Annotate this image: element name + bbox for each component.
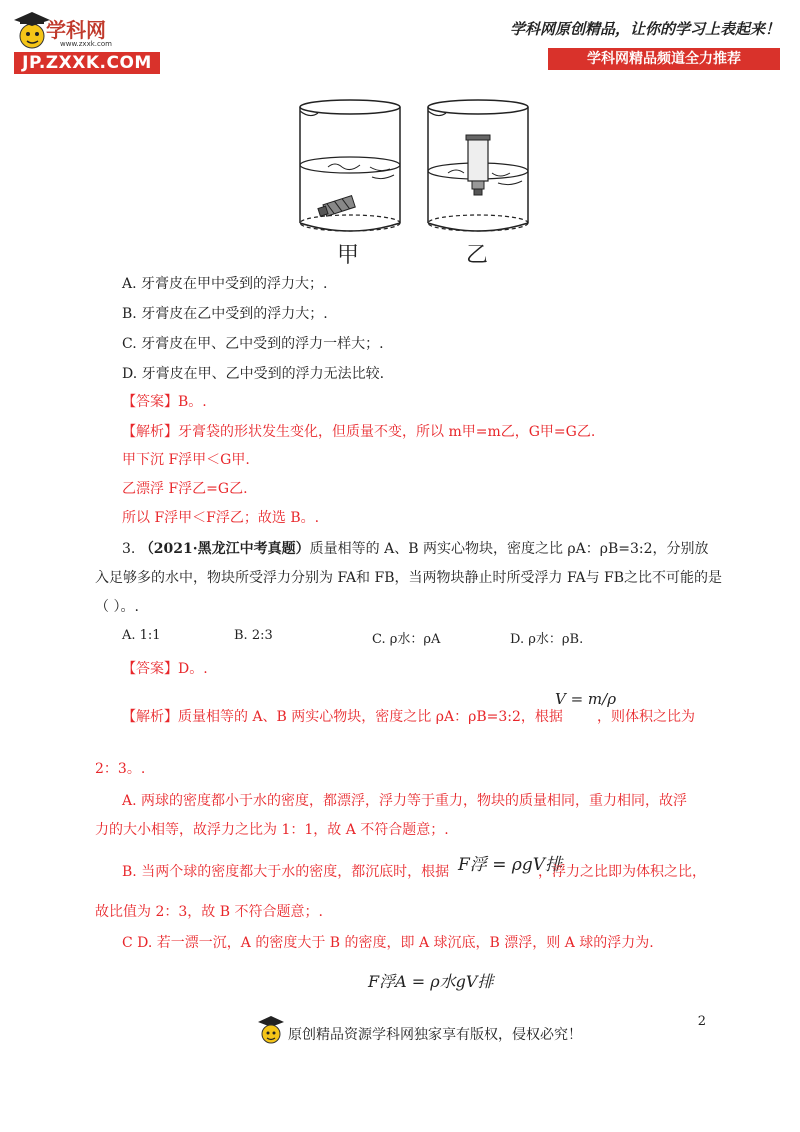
q2-analysis-1: 【解析】牙膏袋的形状发生变化，但质量不变，所以 m甲=m乙，G甲=G乙. (122, 424, 596, 440)
figure-label-left: 甲 (337, 243, 360, 268)
q3-a-line-1: A. 两球的密度都小于水的密度，都漂浮，浮力等于重力，物块的质量相同，重力相同，故浮 (122, 793, 688, 809)
footer-copyright: 原创精品资源学科网独家享有版权，侵权必究！ (288, 1027, 582, 1043)
page-number: 2 (697, 1014, 706, 1029)
beaker-left-icon (300, 100, 400, 231)
q3-stem-line-3: （ ）。. (95, 599, 139, 615)
formula-buoyancy: F浮 = ρgV排 (458, 855, 563, 875)
q3-option-d: D. ρ水：ρB. (510, 632, 584, 647)
logo-url-bar: JP.ZXXK.COM (14, 52, 160, 74)
q2-option-b: B. 牙膏皮在乙中受到的浮力大；. (122, 306, 328, 322)
q3-b-line-1b: ，浮力之比即为体积之比， (538, 864, 706, 880)
figure-label-right: 乙 (466, 243, 489, 268)
q3-source: （2021·黑龙江中考真题） (139, 541, 310, 557)
q2-option-c: C. 牙膏皮在甲、乙中受到的浮力一样大；. (122, 336, 384, 352)
formula-buoyancy-a: F浮A = ρ水gV排 (368, 972, 494, 991)
q3-cd-line-1: C D. 若一漂一沉，A 的密度大于 B 的密度，即 A 球沉底，B 漂浮，则 A 球的浮力为. (122, 935, 654, 951)
q3-a-line-2: 力的大小相等，故浮力之比为 1：1，故 A 不符合题意；. (95, 822, 449, 838)
q3-stem-line-2: 入足够多的水中，物块所受浮力分别为 FA和 FB，当两物块静止时所受浮力 FA与 FB之比不可能的是 (95, 570, 723, 586)
q3-number: 3. (122, 541, 136, 557)
q2-analysis-2: 甲下沉 F浮甲＜G甲. (122, 452, 250, 468)
header-slogan: 学科网原创精品，让你的学习上表起来！ (509, 20, 780, 38)
q3-option-c: C. ρ水：ρA (372, 632, 441, 647)
q2-answer: 【答案】B。. (122, 394, 207, 410)
formula-volume: V = m/ρ (555, 690, 617, 708)
q3-answer: 【答案】D。. (122, 661, 208, 677)
header-banner: 学科网精品频道全力推荐 (548, 48, 780, 70)
q3-stem-text: 质量相等的 A、B 两实心物块，密度之比 ρA：ρB=3:2，分别放 (309, 541, 709, 557)
q3-stem-line-1 (122, 539, 709, 559)
beaker-right-icon (428, 100, 528, 231)
logo-subtext: www.zxxk.com (60, 40, 112, 48)
q3-option-b: B. 2:3 (234, 628, 273, 643)
q3-analysis-1a: 【解析】质量相等的 A、B 两实心物块，密度之比 ρA：ρB=3:2，根据 (122, 709, 563, 725)
logo-text: 学科网 (46, 18, 106, 42)
q3-option-a: A. 1:1 (122, 628, 161, 643)
q3-b-line-2: 故比值为 2：3，故 B 不符合题意；. (95, 904, 323, 920)
q3-analysis-2: 2：3。. (95, 761, 146, 777)
footer-mascot-icon (258, 1016, 284, 1046)
q2-analysis-3: 乙漂浮 F浮乙=G乙. (122, 481, 248, 497)
q3-analysis-1b: ，则体积之比为 (597, 709, 695, 725)
q3-b-line-1a: B. 当两个球的密度都大于水的密度，都沉底时，根据 (122, 864, 450, 880)
q2-analysis-4: 所以 F浮甲＜F浮乙；故选 B。. (122, 510, 320, 526)
q2-option-a: A. 牙膏皮在甲中受到的浮力大；. (122, 276, 328, 292)
q2-option-d: D. 牙膏皮在甲、乙中受到的浮力无法比较. (122, 366, 385, 382)
beaker-figure (290, 95, 530, 245)
